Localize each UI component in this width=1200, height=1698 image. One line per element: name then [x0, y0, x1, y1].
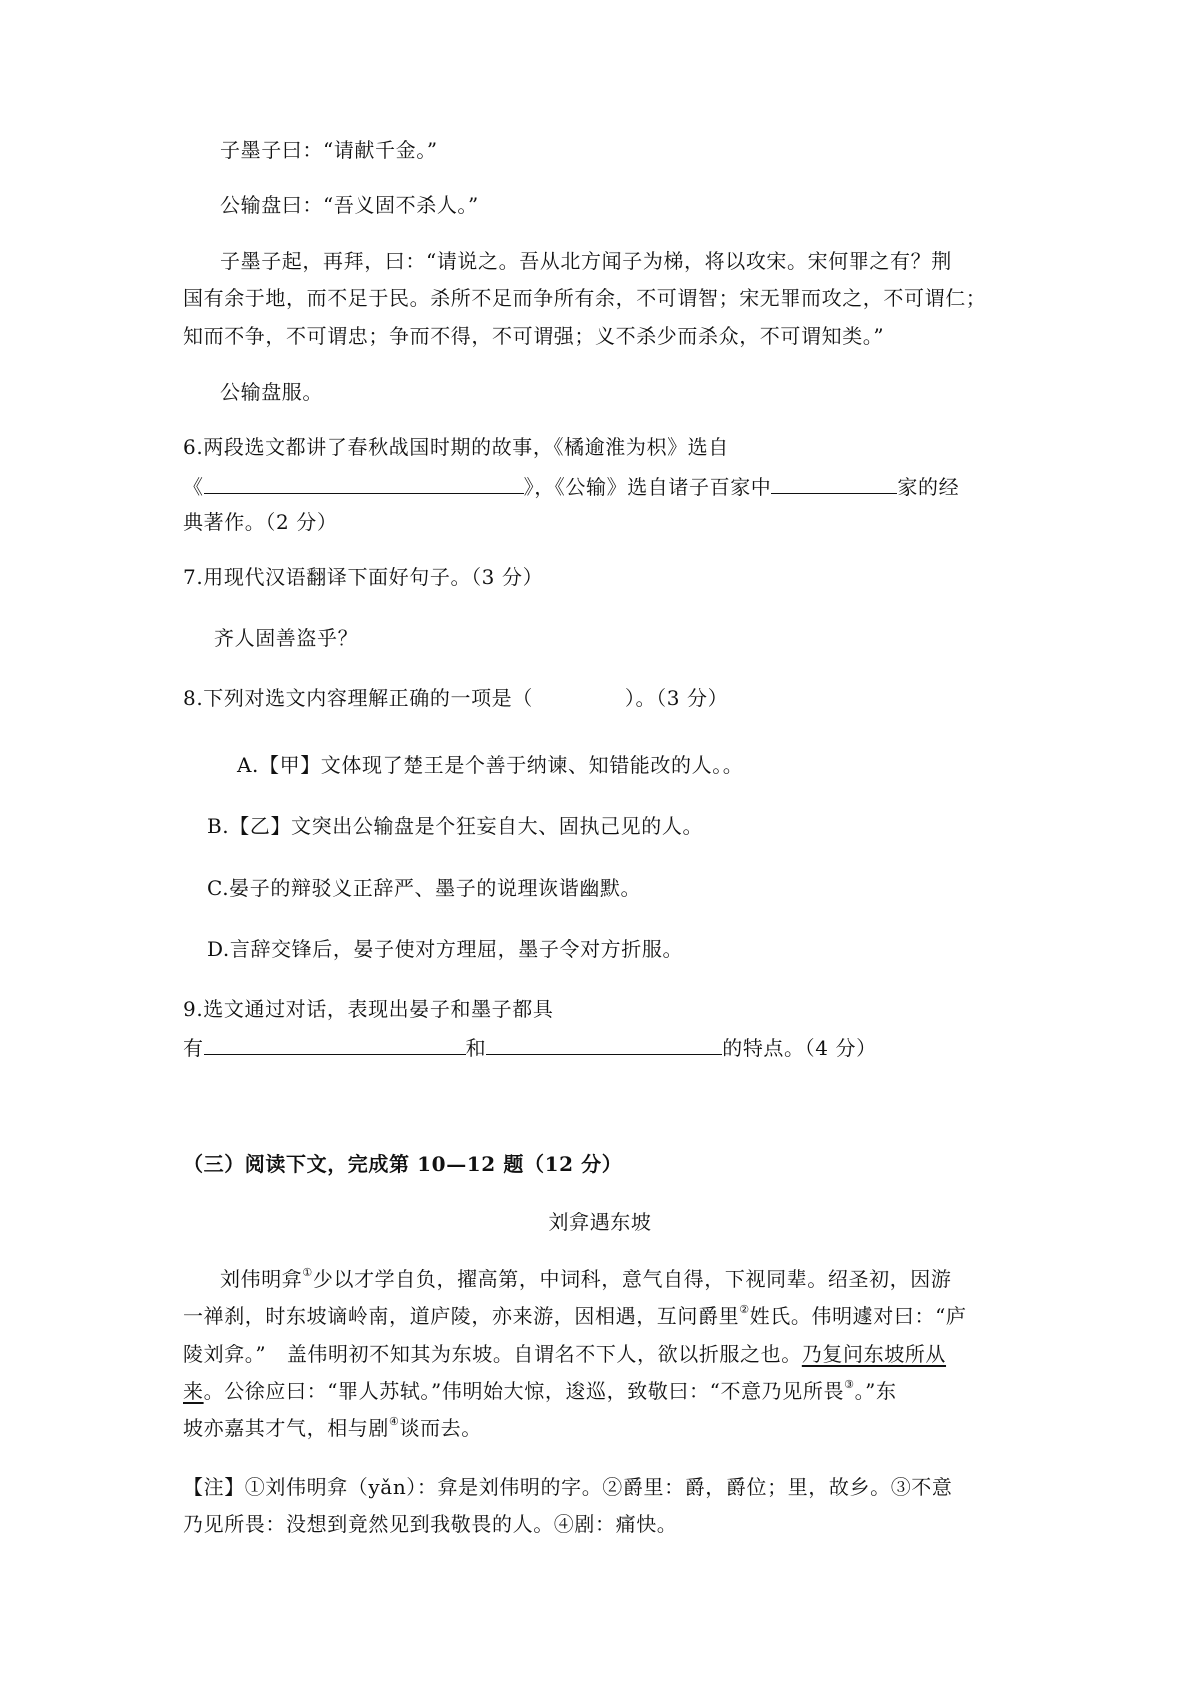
answer-blank[interactable]: [486, 1034, 722, 1055]
question-text: 《: [183, 475, 204, 499]
passage-paragraph: 子墨子起，再拜，曰：“请说之。吾从北方闻子为梯，将以攻宋。宋何罪之有？荆: [220, 249, 952, 273]
underlined-sentence: 来: [183, 1379, 204, 1403]
footnote: 乃见所畏：没想到竟然见到我敬畏的人。④剧：痛快。: [183, 1512, 678, 1536]
question-6-line3: 典著作。（2 分）: [183, 510, 338, 534]
question-9-line2: [183, 1034, 877, 1060]
answer-blank[interactable]: [771, 473, 897, 494]
passage-line: 陵刘弇。” 盖伟明初不知其为东坡。自谓名不下人，欲以折服之也。乃复问东坡所从: [183, 1342, 947, 1366]
section-heading: （三）阅读下文，完成第 10—12 题（12 分）: [183, 1152, 623, 1176]
footnote: 【注】①刘伟明弇（yǎn）：弇是刘伟明的字。②爵里：爵，爵位；里，故乡。③不意: [183, 1475, 953, 1499]
question-text: 8.下列对选文内容理解正确的一项是（: [183, 686, 533, 710]
passage-paragraph: 子墨子曰：“请献千金。”: [220, 138, 438, 162]
question-8: [183, 686, 728, 710]
passage-paragraph: 知而不争，不可谓忠；争而不得，不可谓强；义不杀少而杀众，不可谓知类。”: [183, 324, 885, 348]
question-text: 的特点。（4 分）: [722, 1036, 877, 1060]
question-9: 9.选文通过对话，表现出晏子和墨子都具: [183, 997, 554, 1021]
option-a: A.【甲】文体现了楚王是个善于纳谏、知错能改的人。。: [237, 753, 744, 777]
passage-line: 刘伟明弇①少以才学自负，擢高第，中词科，意气自得，下视同辈。绍圣初，因游: [220, 1266, 952, 1291]
question-6-line2: [183, 473, 959, 499]
question-6: 6.两段选文都讲了春秋战国时期的故事，《橘逾淮为枳》选自: [183, 435, 729, 459]
passage-line: 一禅刹，时东坡谪岭南，道庐陵，亦来游，因相遇，互问爵里②姓氏。伟明遽对曰：“庐: [183, 1303, 967, 1328]
underlined-sentence: 乃复问东坡所从: [801, 1342, 947, 1366]
passage-title: 刘弇遇东坡: [548, 1210, 652, 1234]
passage-paragraph: 公输盘服。: [220, 380, 323, 404]
passage-paragraph: 国有余于地，而不足于民。杀所不足而争所有余，不可谓智；宋无罪而攻之，不可谓仁；: [183, 286, 987, 310]
answer-blank[interactable]: [204, 1034, 466, 1055]
question-text: ）。（3 分）: [624, 686, 729, 710]
question-text: 家的经: [897, 475, 960, 499]
answer-blank[interactable]: [204, 473, 524, 494]
option-b: B.【乙】文突出公输盘是个狂妄自大、固执己见的人。: [207, 814, 704, 838]
option-c: C.晏子的辩驳义正辞严、墨子的说理诙谐幽默。: [207, 876, 642, 900]
question-7: 7.用现代汉语翻译下面好句子。（3 分）: [183, 565, 544, 589]
question-7-sentence: 齐人固善盗乎？: [214, 626, 359, 650]
passage-paragraph: 公输盘曰：“吾义固不杀人。”: [220, 193, 479, 217]
passage-line: 来。公徐应曰：“罪人苏轼。”伟明始大惊，逡巡，致敬曰：“不意乃见所畏③。”东: [183, 1378, 897, 1403]
question-text: 有: [183, 1036, 204, 1060]
option-d: D.言辞交锋后，晏子使对方理屈，墨子令对方折服。: [207, 937, 684, 961]
question-text: 》，《公输》选自诸子百家中: [523, 475, 772, 499]
question-text: 和: [465, 1036, 487, 1060]
passage-line: 坡亦嘉其才气，相与剧④谈而去。: [183, 1415, 482, 1440]
